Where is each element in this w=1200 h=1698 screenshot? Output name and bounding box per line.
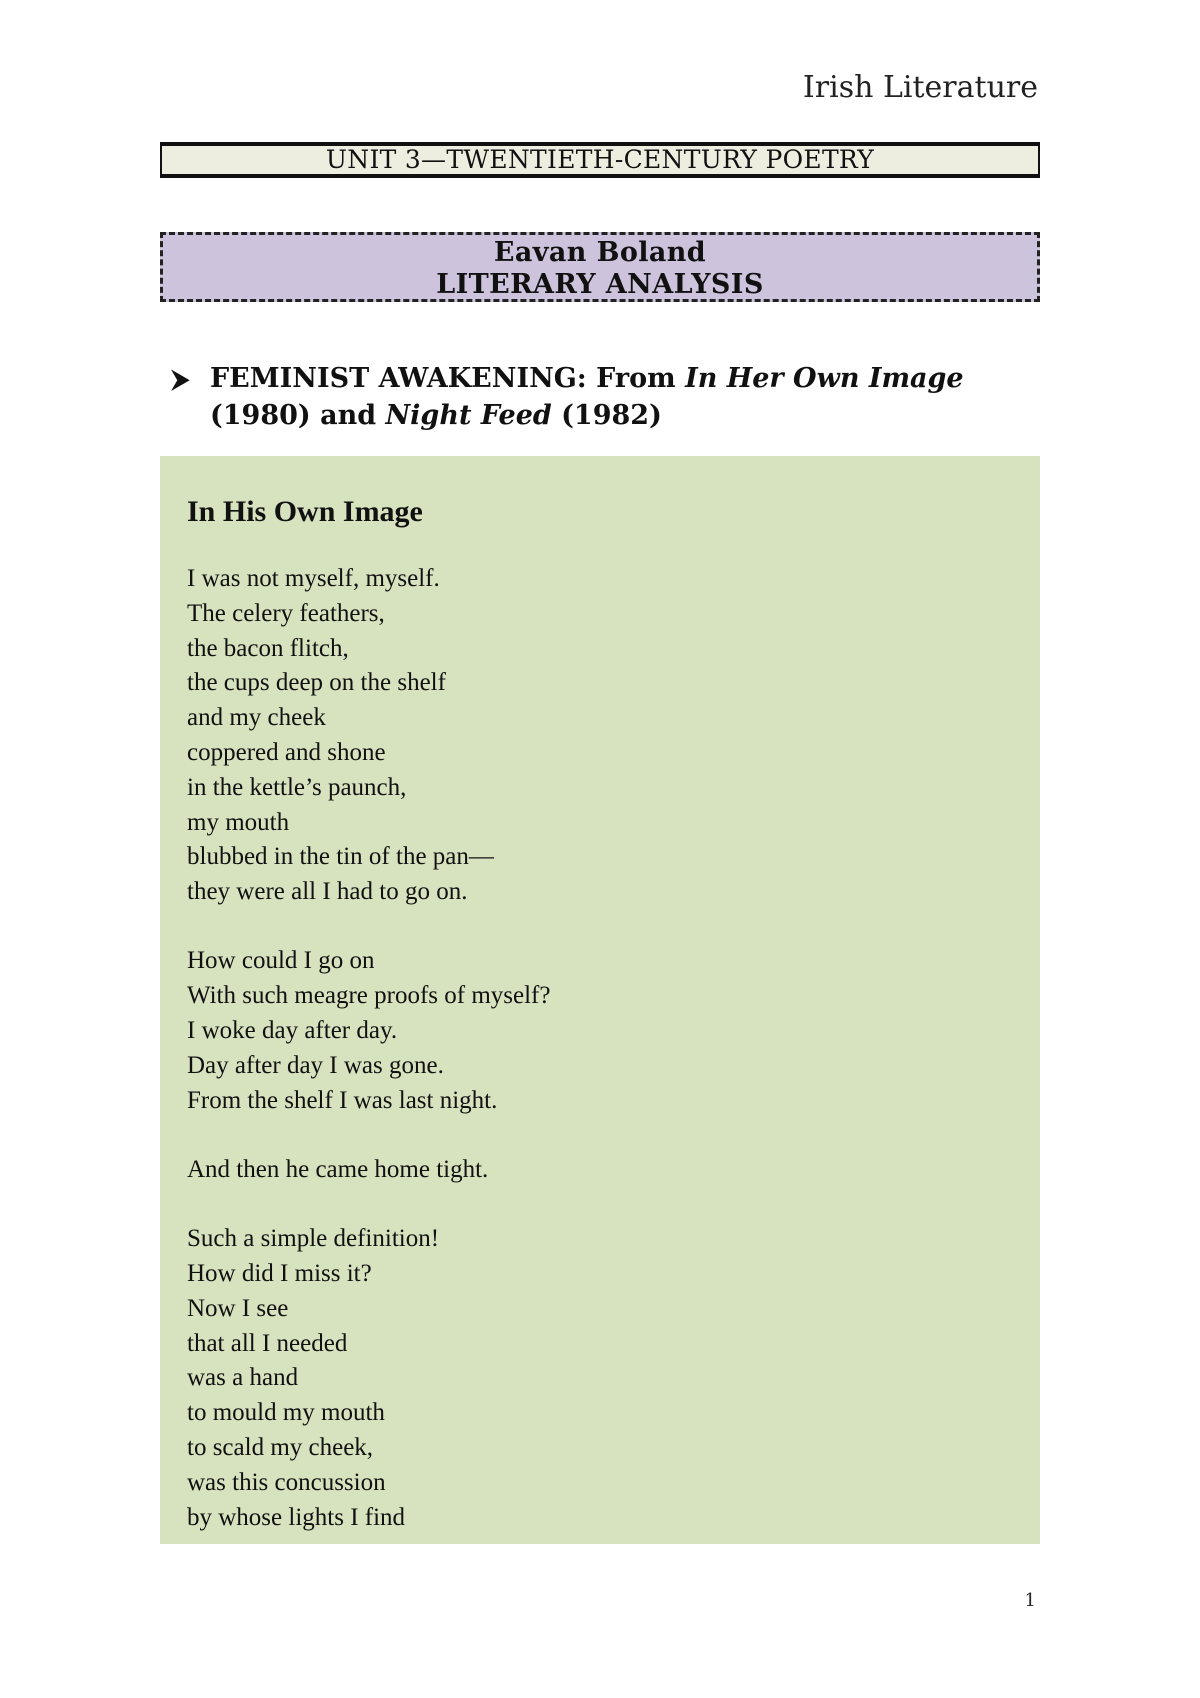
author-name: Eavan Boland: [493, 237, 707, 268]
poem-line: With such meagre proofs of myself?: [187, 982, 551, 1010]
heading-part: (1980) and: [210, 400, 386, 431]
section-heading: [172, 360, 1032, 434]
poem-line: Day after day I was gone.: [187, 1051, 444, 1079]
heading-book-title: In Her Own Image: [685, 363, 964, 394]
poem-stanza: [187, 1153, 1013, 1188]
poem-line: Now I see: [187, 1294, 289, 1322]
poem-line: blubbed in the tin of the pan—: [187, 843, 494, 871]
analysis-subtitle: LITERARY ANALYSIS: [436, 269, 764, 300]
poem-line: And then he came home tight.: [187, 1155, 489, 1183]
heading-book-title: Night Feed: [385, 400, 552, 431]
poem-line: to scald my cheek,: [187, 1434, 374, 1462]
poem-title: In His Own Image: [187, 495, 423, 528]
poem-line: to mould my mouth: [187, 1399, 385, 1427]
poem-line: was a hand: [187, 1364, 299, 1392]
poem-line: they were all I had to go on.: [187, 878, 468, 906]
poem-line: coppered and shone: [187, 738, 386, 766]
unit-title-box: UNIT 3—TWENTIETH-CENTURY POETRY: [160, 142, 1040, 178]
poem-line: by whose lights I find: [187, 1503, 406, 1531]
poem-stanza: [187, 562, 1013, 910]
arrowhead-bullet-icon: ⮞: [172, 364, 190, 393]
poem-body: [187, 562, 1013, 1535]
poem-line: and my cheek: [187, 704, 326, 732]
poem-line: The celery feathers,: [187, 599, 385, 627]
poem-line: I woke day after day.: [187, 1017, 398, 1045]
poem-line: How could I go on: [187, 947, 375, 975]
poem-line: From the shelf I was last night.: [187, 1086, 498, 1114]
poem-line: How did I miss it?: [187, 1260, 372, 1288]
poem-line: in the kettle’s paunch,: [187, 773, 407, 801]
poem-line: Such a simple definition!: [187, 1225, 440, 1253]
poem-line: the cups deep on the shelf: [187, 669, 446, 697]
poem-line: the bacon flitch,: [187, 634, 349, 662]
poem-stanza: [187, 944, 1013, 1118]
running-header-course: Irish Literature: [802, 70, 1038, 105]
page-number: 1: [1024, 1590, 1036, 1611]
poem-box: [160, 456, 1040, 1544]
poem-line: was this concussion: [187, 1468, 386, 1496]
poem-line: that all I needed: [187, 1329, 348, 1357]
poem-stanza: [187, 1222, 1013, 1535]
section-heading-text: [172, 360, 1032, 434]
poem-line: my mouth: [187, 808, 290, 836]
heading-part: FEMINIST AWAKENING: From: [210, 363, 686, 394]
heading-part: (1982): [551, 400, 662, 431]
poem-line: I was not myself, myself.: [187, 565, 440, 592]
author-title-box: [160, 232, 1040, 302]
